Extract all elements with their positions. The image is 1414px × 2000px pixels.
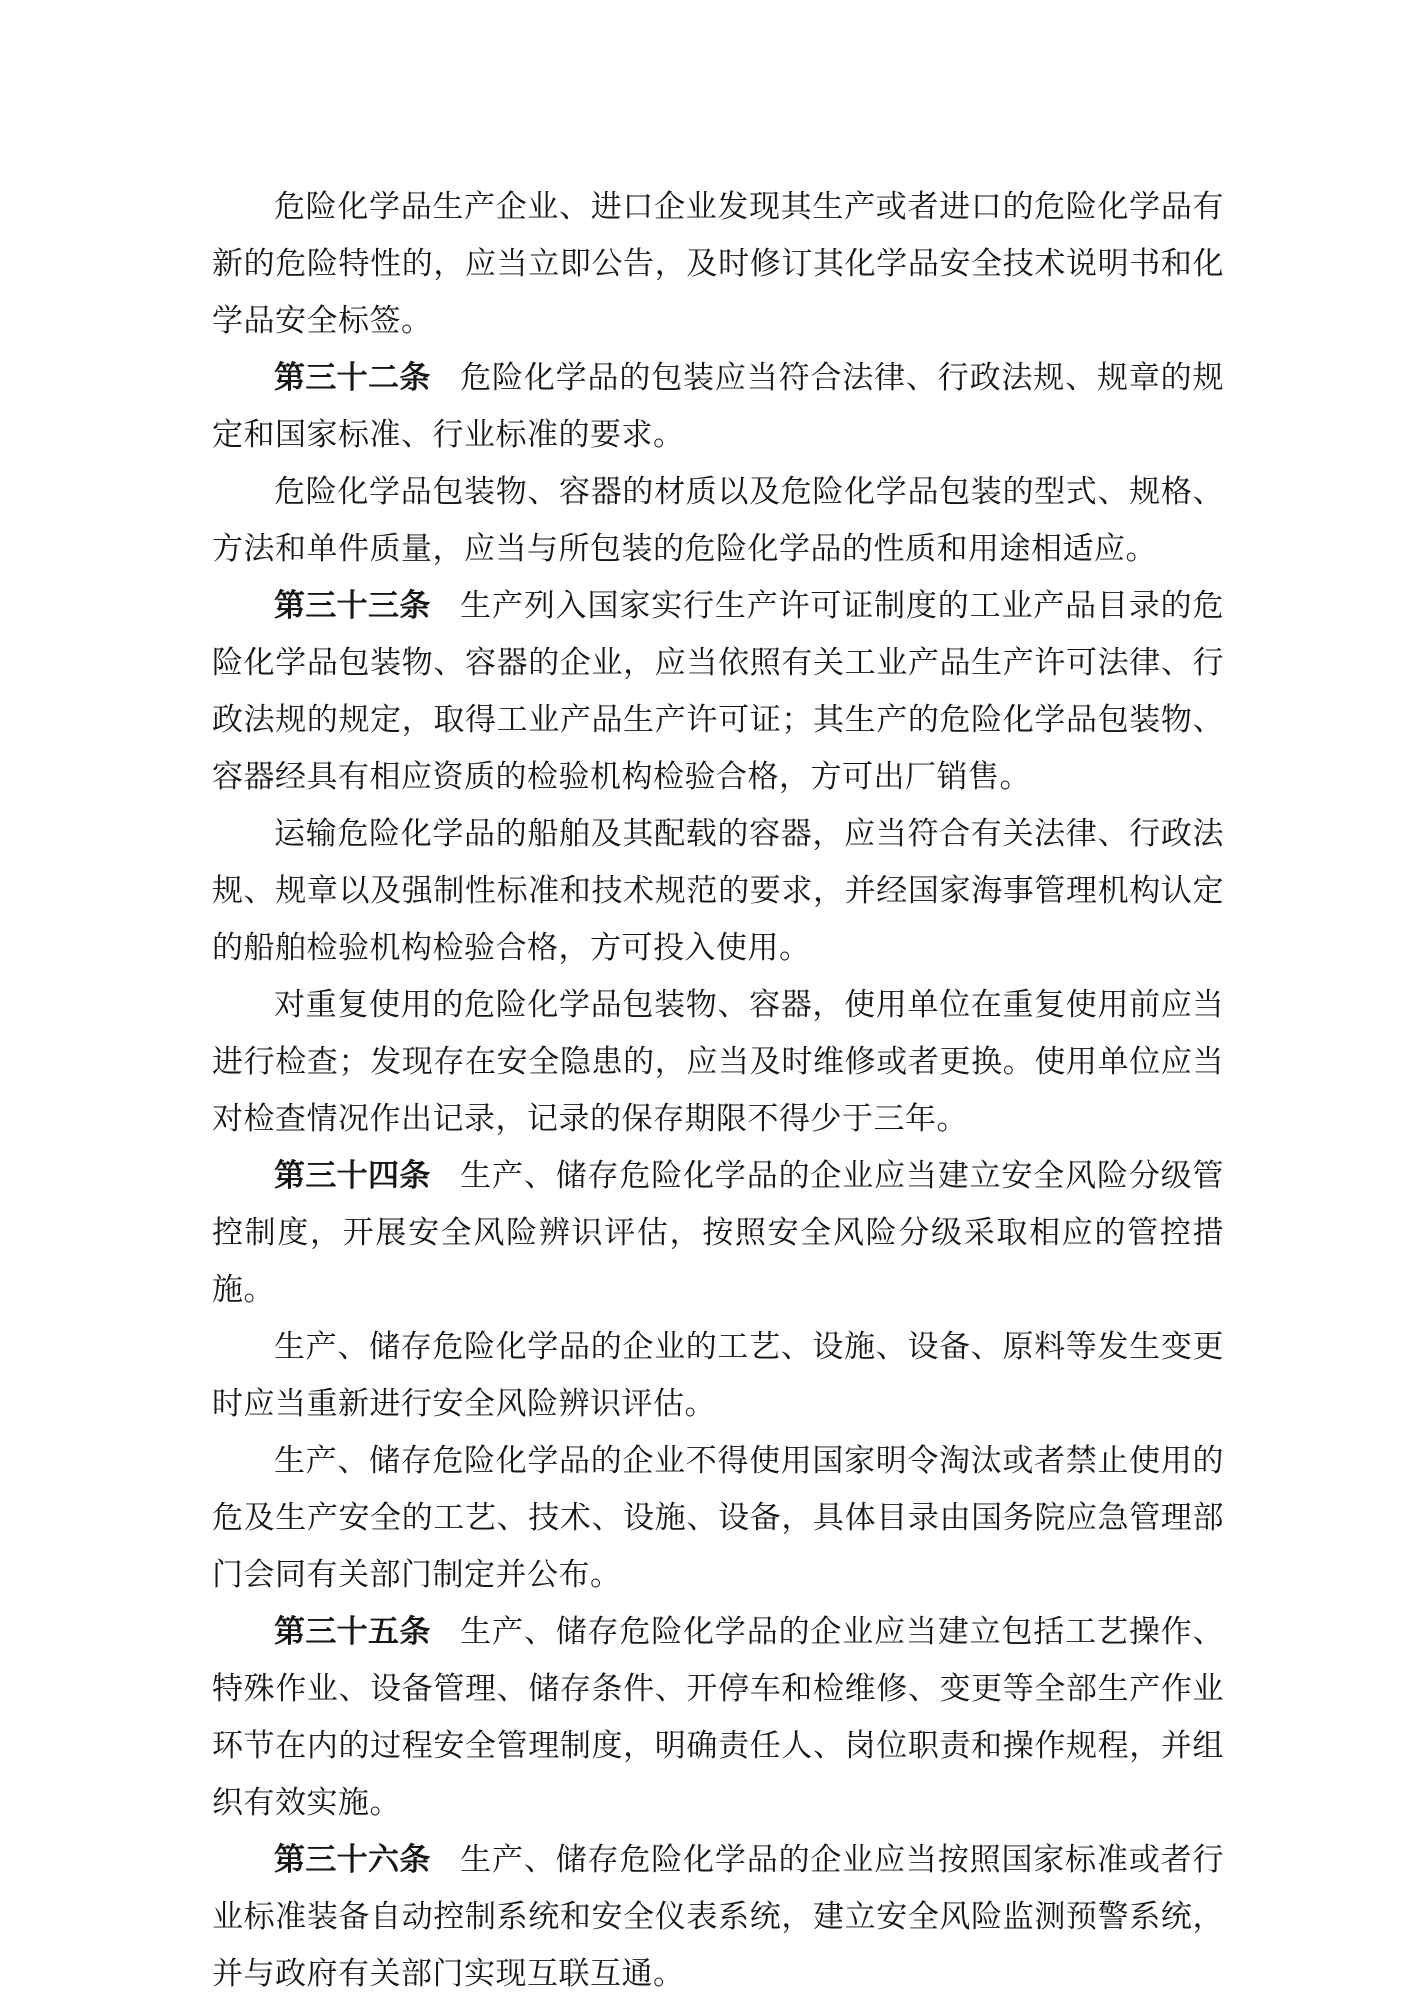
paragraph: [212, 1432, 1224, 1603]
document-body: [212, 178, 1224, 2000]
article-number: 第三十六条: [274, 1842, 431, 1877]
paragraph-text: 生产、储存危险化学品的企业应当建立包括工艺操作、特殊作业、设备管理、储存条件、开停车和检维修、变更等全部生产作业环节在内的过程安全管理制度，明确责任人、岗位职责和操作规程，并组织有效实施。: [212, 1614, 1225, 1820]
article-number: 第三十三条: [274, 588, 431, 623]
paragraph-text: 危险化学品生产企业、进口企业发现其生产或者进口的危险化学品有新的危险特性的，应当立即公告，及时修订其化学品安全技术说明书和化学品安全标签。: [212, 189, 1224, 338]
article-number: 第三十五条: [274, 1614, 431, 1649]
paragraph: [212, 1147, 1224, 1318]
paragraph-text: 生产、储存危险化学品的企业应当按照国家标准或者行业标准装备自动控制系统和安全仪表系统，建立安全风险监测预警系统，并与政府有关部门实现互联互通。: [212, 1842, 1225, 1991]
article-number: 第三十二条: [274, 360, 431, 395]
paragraph-text: 生产列入国家实行生产许可证制度的工业产品目录的危险化学品包装物、容器的企业，应当依照有关工业产品生产许可法律、行政法规的规定，取得工业产品生产许可证；其生产的危险化学品包装物、容器经具有相应资质的检验机构检验合格，方可出厂销售。: [212, 588, 1225, 794]
paragraph-text: 对重复使用的危险化学品包装物、容器，使用单位在重复使用前应当进行检查；发现存在安全隐患的，应当及时维修或者更换。使用单位应当对检查情况作出记录，记录的保存期限不得少于三年。: [212, 987, 1224, 1136]
paragraph: [212, 178, 1224, 349]
paragraph: [212, 805, 1224, 976]
article-number: 第三十四条: [274, 1158, 431, 1193]
paragraph-text: 危险化学品的包装应当符合法律、行政法规、规章的规定和国家标准、行业标准的要求。: [212, 360, 1225, 452]
paragraph: [212, 1831, 1224, 2000]
paragraph: [212, 1318, 1224, 1432]
paragraph: [212, 1603, 1224, 1831]
paragraph-text: 运输危险化学品的船舶及其配载的容器，应当符合有关法律、行政法规、规章以及强制性标准和技术规范的要求，并经国家海事管理机构认定的船舶检验机构检验合格，方可投入使用。: [212, 816, 1224, 965]
paragraph-text: 生产、储存危险化学品的企业应当建立安全风险分级管控制度，开展安全风险辨识评估，按照安全风险分级采取相应的管控措施。: [212, 1158, 1225, 1307]
paragraph: [212, 349, 1224, 463]
paragraph-text: 生产、储存危险化学品的企业的工艺、设施、设备、原料等发生变更时应当重新进行安全风险辨识评估。: [212, 1329, 1224, 1421]
paragraph: [212, 976, 1224, 1147]
paragraph-text: 危险化学品包装物、容器的材质以及危险化学品包装的型式、规格、方法和单件质量，应当与所包装的危险化学品的性质和用途相适应。: [212, 474, 1224, 566]
paragraph-text: 生产、储存危险化学品的企业不得使用国家明令淘汰或者禁止使用的危及生产安全的工艺、技术、设施、设备，具体目录由国务院应急管理部门会同有关部门制定并公布。: [212, 1443, 1224, 1592]
paragraph: [212, 577, 1224, 805]
paragraph: [212, 463, 1224, 577]
